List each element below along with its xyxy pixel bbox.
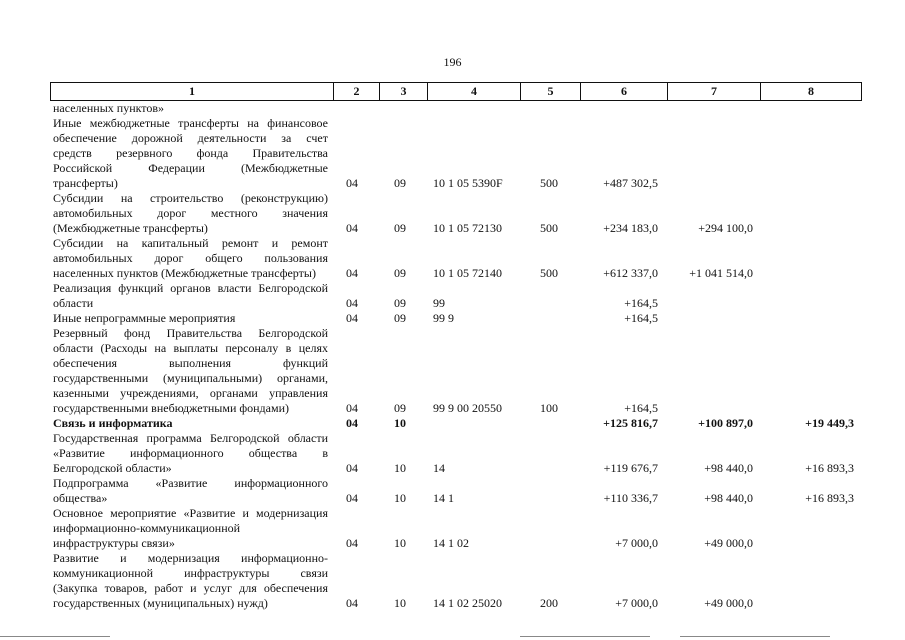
- subsection-code: 09: [394, 221, 406, 235]
- scan-edge-line: [0, 636, 110, 637]
- target-article-code: 14: [433, 461, 445, 475]
- row-description: [53, 281, 328, 311]
- description-line: Иные непрограммные мероприятия: [53, 311, 236, 325]
- description-line: Резервный фонд Правительства Белгородской: [53, 326, 328, 340]
- amount-col-8: +16 893,3: [805, 491, 854, 505]
- description-line: автомобильных дорог местного значения: [53, 206, 328, 220]
- description-line: Субсидии на строительство (реконструкцию): [53, 191, 328, 205]
- description-line: обеспечения выполнения функций: [53, 356, 328, 370]
- expense-type-code: 500: [540, 176, 558, 190]
- description-line: общества»: [53, 491, 108, 505]
- description-line: государственными (муниципальными) органами,: [53, 371, 328, 385]
- subsection-code: 10: [394, 461, 406, 475]
- target-article-code: 10 1 05 72140: [433, 266, 502, 280]
- description-line: Иные межбюджетные трансферты на финансовое: [53, 116, 328, 130]
- row-description: [53, 431, 328, 476]
- description-line: (Закупка товаров, работ и услуг для обеспечения: [53, 581, 328, 595]
- target-article-code: 99 9 00 20550: [433, 401, 502, 415]
- amount-col-6: +164,5: [624, 311, 658, 325]
- row-description: [53, 101, 328, 116]
- amount-col-6: +119 676,7: [603, 461, 658, 475]
- target-article-code: 14 1: [433, 491, 454, 505]
- section-code: 04: [346, 221, 358, 235]
- description-line: области: [53, 296, 94, 310]
- scan-edge-line: [680, 636, 830, 637]
- description-line: инфраструктуры связи»: [53, 536, 175, 550]
- section-code: 04: [346, 266, 358, 280]
- row-description: [53, 236, 328, 281]
- section-code: 04: [346, 296, 358, 310]
- description-line: трансферты): [53, 176, 118, 190]
- amount-col-7: +98 440,0: [704, 461, 753, 475]
- amount-col-7: +294 100,0: [698, 221, 753, 235]
- page-number: 196: [443, 55, 462, 69]
- amount-col-6: +110 336,7: [603, 491, 658, 505]
- header-col-1: 1: [189, 84, 195, 98]
- description-line: казенными учреждениями, органами управления: [53, 386, 328, 400]
- table-header-row: [50, 82, 862, 101]
- description-line: Реализация функций органов власти Белгородской: [53, 281, 328, 295]
- expense-type-code: 500: [540, 266, 558, 280]
- target-article-code: 99 9: [433, 311, 454, 325]
- description-line: автомобильных дорог общего пользования: [53, 251, 328, 265]
- description-line: государственными внебюджетными фондами): [53, 401, 290, 415]
- amount-col-6: +164,5: [624, 296, 658, 310]
- target-article-code: 10 1 05 5390F: [433, 176, 503, 190]
- subsection-code: 09: [394, 401, 406, 415]
- header-col-8: 8: [760, 83, 861, 100]
- row-description: [53, 476, 328, 506]
- subsection-code: 10: [394, 596, 406, 610]
- description-line: Белгородской области»: [53, 461, 172, 475]
- description-line: населенных пунктов (Межбюджетные трансферты): [53, 266, 316, 280]
- header-col-7: 7: [667, 83, 760, 100]
- description-line: средств резервного фонда Правительства: [53, 146, 328, 160]
- description-line: области (Расходы на выплаты персоналу в целях: [53, 341, 328, 355]
- description-line: коммуникационной инфраструктуры связи: [53, 566, 328, 580]
- row-description: [53, 311, 328, 326]
- amount-col-8: +19 449,3: [805, 416, 854, 430]
- section-code: 04: [346, 491, 358, 505]
- description-line: Подпрограмма «Развитие информационного: [53, 476, 328, 490]
- section-code: 04: [346, 536, 358, 550]
- header-col-6: 6: [580, 83, 667, 100]
- target-article-code: 99: [433, 296, 445, 310]
- description-line: обеспечение дорожной деятельности за счет: [53, 131, 328, 145]
- section-code: 04: [346, 596, 358, 610]
- row-description: [53, 326, 328, 416]
- subsection-code: 09: [394, 266, 406, 280]
- target-article-code: 14 1 02 25020: [433, 596, 502, 610]
- subsection-code: 10: [394, 536, 406, 550]
- subsection-code: 10: [394, 491, 406, 505]
- description-line: информационно-коммуникационной: [53, 521, 241, 535]
- amount-col-7: +49 000,0: [704, 596, 753, 610]
- scan-edge-line: [520, 636, 650, 637]
- amount-col-6: +7 000,0: [615, 596, 658, 610]
- expense-type-code: 500: [540, 221, 558, 235]
- description-line: Российской Федерации (Межбюджетные: [53, 161, 328, 175]
- header-col-5: 5: [520, 83, 580, 100]
- description-line: Развитие и модернизация информационно-: [53, 551, 328, 565]
- amount-col-8: +16 893,3: [805, 461, 854, 475]
- section-code: 04: [346, 461, 358, 475]
- description-line: (Межбюджетные трансферты): [53, 221, 208, 235]
- description-line: Государственная программа Белгородской области: [53, 431, 328, 445]
- header-col-3: 3: [379, 83, 427, 100]
- description-line: Основное мероприятие «Развитие и модернизация: [53, 506, 328, 520]
- amount-col-6: +234 183,0: [603, 221, 658, 235]
- subsection-code: 09: [394, 311, 406, 325]
- section-code: 04: [346, 311, 358, 325]
- amount-col-7: +100 897,0: [698, 416, 753, 430]
- row-description: [53, 416, 328, 431]
- amount-col-6: +125 816,7: [603, 416, 658, 430]
- section-code: 04: [346, 416, 358, 430]
- subsection-code: 10: [394, 416, 406, 430]
- section-code: 04: [346, 401, 358, 415]
- amount-col-7: +98 440,0: [704, 491, 753, 505]
- amount-col-6: +612 337,0: [603, 266, 658, 280]
- row-description: [53, 551, 328, 611]
- description-line: Связь и информатика: [53, 416, 173, 430]
- expense-type-code: 200: [540, 596, 558, 610]
- description-line: населенных пунктов»: [53, 101, 165, 115]
- subsection-code: 09: [394, 296, 406, 310]
- description-line: Субсидии на капитальный ремонт и ремонт: [53, 236, 328, 250]
- expense-type-code: 100: [540, 401, 558, 415]
- row-description: [53, 191, 328, 236]
- header-col-2: 2: [333, 83, 379, 100]
- row-description: [53, 506, 328, 551]
- row-description: [53, 116, 328, 191]
- target-article-code: 14 1 02: [433, 536, 469, 550]
- subsection-code: 09: [394, 176, 406, 190]
- amount-col-6: +7 000,0: [615, 536, 658, 550]
- amount-col-6: +164,5: [624, 401, 658, 415]
- section-code: 04: [346, 176, 358, 190]
- header-col-4: 4: [427, 83, 520, 100]
- description-line: государственных (муниципальных) нужд): [53, 596, 268, 610]
- description-line: «Развитие информационного общества в: [53, 446, 328, 460]
- amount-col-7: +49 000,0: [704, 536, 753, 550]
- amount-col-6: +487 302,5: [603, 176, 658, 190]
- target-article-code: 10 1 05 72130: [433, 221, 502, 235]
- amount-col-7: +1 041 514,0: [689, 266, 753, 280]
